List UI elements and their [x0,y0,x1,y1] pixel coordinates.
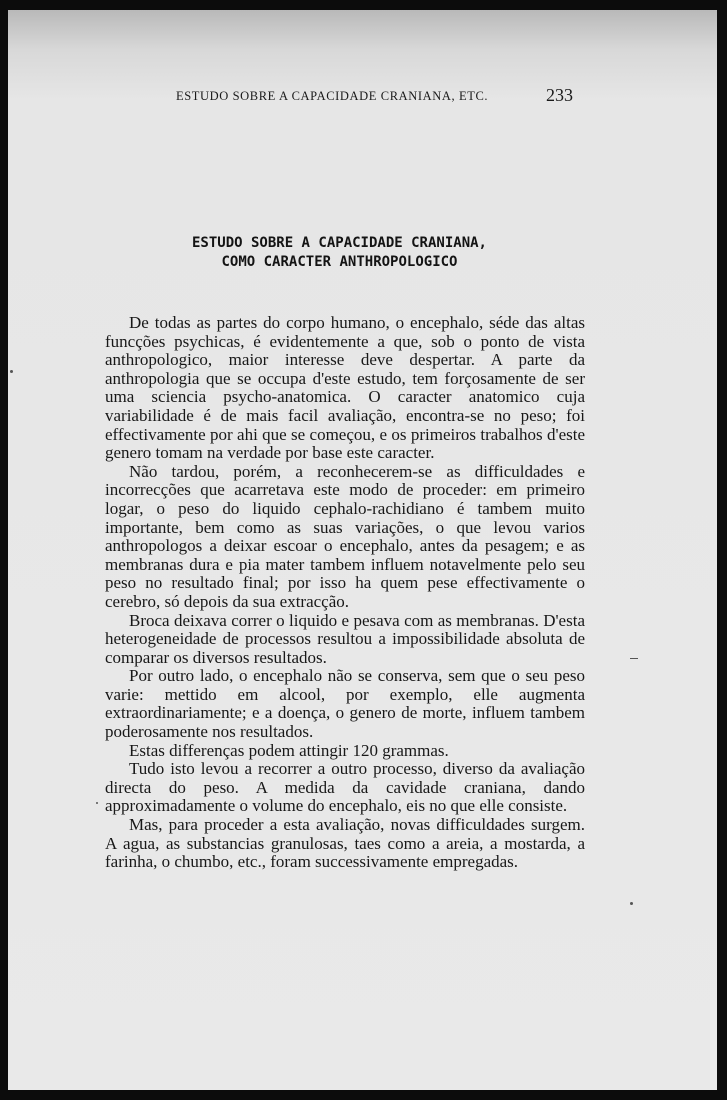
paragraph-1: De todas as partes do corpo humano, o encephalo, séde das altas funcções psychicas, é evidentemente a que, sob o ponto de vista anthropologico, maior interesse deve despertar. A parte da anthropologia que se occupa d'este estudo, tem forçosamente de ser uma sciencia psycho-anatomica. O caracter anatomico cuja variabilidade é de mais facil avaliação, encontra-se no peso; foi effectivamente por ahi que se começou, e os primeiros trabalhos d'este genero tomam na verdade por base este caracter. [105,313,585,463]
ink-speck [630,658,638,659]
paragraph-7: Mas, para proceder a esta avaliação, novas difficuldades surgem. A agua, as substancias granulosas, taes como a areia, a mostarda, a farinha, o chumbo, etc., foram successivamente empregadas. [105,815,585,872]
article-title [8,234,671,272]
article-title-line-1: ESTUDO SOBRE A CAPACIDADE CRANIANA, [191,235,487,251]
paragraph-2: Não tardou, porém, a reconhecerem-se as difficuldades e incorrecções que acarretava este modo de proceder: em primeiro logar, o peso do liquido cephalo-rachidiano é tambem muito importante, bem como as suas variações, o que levou varios anthropologos a deixar escoar o encephalo, antes da pesagem; e as membranas dura e pia mater tambem influem notavelmente pelo seu peso no resultado final; por isso ha quem pese effectivamente o cerebro, só depois da sua extracção. [105,461,585,611]
paragraph-5: Estas differenças podem attingir 120 grammas. [129,740,449,760]
page-number: 233 [546,85,573,105]
ink-speck [96,802,98,804]
paragraph-4: Por outro lado, o encephalo não se conserva, sem que o seu peso varie: mettido em alcool, por exemplo, elle augmenta extraordinariamente; e a doença, o genero de morte, influem tambem poderosamente nos resultados. [105,666,585,742]
paragraph-3: Broca deixava correr o liquido e pesava com as membranas. D'esta heterogeneidade de processos resultou a impossibilidade absoluta de comparar os diversos resultados. [105,610,585,667]
book-page [8,10,717,1090]
ink-speck [630,902,633,905]
ink-speck [10,370,13,373]
article-title-line-2: COMO CARACTER ANTHROPOLOGICO [221,254,458,270]
paragraph-6: Tudo isto levou a recorrer a outro processo, diverso da avaliação directa do peso. A medida da cavidade craniana, dando approximadamente o volume do encephalo, eis no que elle consiste. [105,759,585,816]
running-head: ESTUDO SOBRE A CAPACIDADE CRANIANA, ETC. [176,89,489,103]
body-text [105,314,585,872]
